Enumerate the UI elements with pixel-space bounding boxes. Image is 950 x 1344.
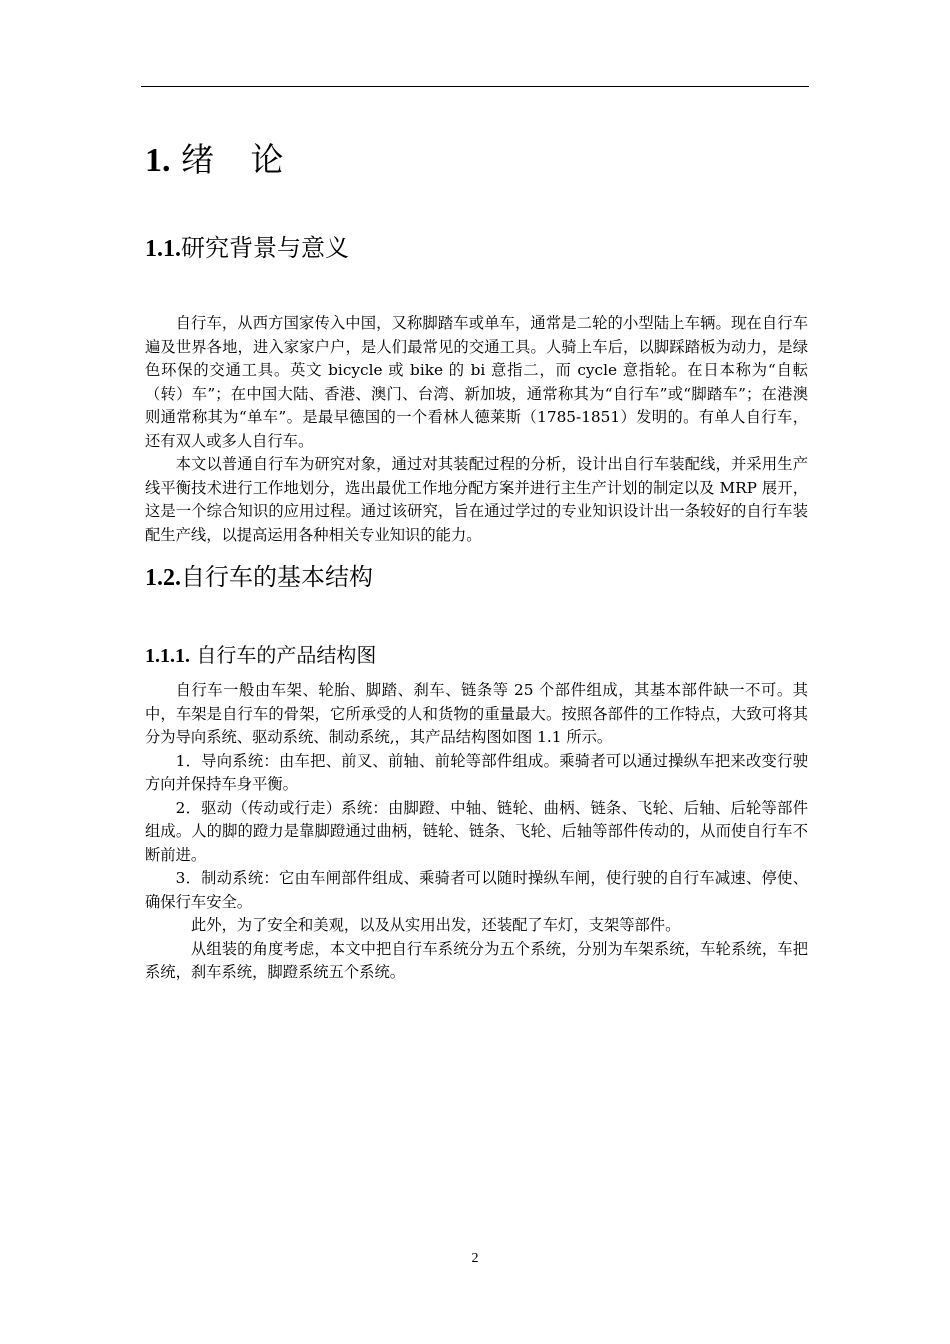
section-title: 研究背景与意义 [181,234,349,262]
page-number: 2 [471,1251,479,1266]
section-heading-1-2 [145,560,808,594]
paragraph: 此外，为了安全和美观，以及从实用出发，还装配了车灯，支架等部件。 [190,916,681,934]
chapter-heading [145,137,808,183]
paragraph: 本文以普通自行车为研究对象，通过对其装配过程的分析，设计出自行车装配线，并采用生产线平衡技术进行工作地划分，选出最优工作地分配方案并进行主生产计划的制定以及 MRP 展开，这是一个综合知识的应用过程。通过该研究，旨在通过学过的专业知识设计出一条较好的自行车装配生产线，以提高运用各种相关专业知识的能力。 [145,455,808,544]
subsection-title: 自行车的产品结构图 [196,643,377,667]
paragraph: 2．驱动（传动或行走）系统：由脚蹬、中轴、链轮、曲柄、链条、飞轮、后轴、后轮等部件组成。人的脚的蹬力是靠脚蹬通过曲柄，链轮、链条、飞轮、后轴等部件传动的，从而使自行车不断前进。 [145,798,808,864]
subsection-number: 1.1.1. [145,645,190,667]
subsection-heading [145,640,808,670]
paragraph: 从组装的角度考虑，本文中把自行车系统分为五个系统，分别为车架系统，车轮系统，车把系统，刹车系统，脚蹬系统五个系统。 [145,939,808,981]
paragraph: 1．导向系统：由车把、前叉、前轴、前轮等部件组成。乘骑者可以通过操纵车把来改变行驶方向并保持车身平衡。 [145,751,808,793]
header-rule [141,86,809,87]
section-heading-1-1 [145,231,808,265]
section-number: 1.1. [145,236,181,262]
paragraph: 自行车，从西方国家传入中国，又称脚踏车或单车，通常是二轮的小型陆上车辆。现在自行车遍及世界各地，进入家家户户，是人们最常见的交通工具。人骑上车后，以脚踩踏板为动力，是绿色环保的交通工具。英文 bicycle 或 bike 的 bi 意指二，而 cycle 意指轮。在日本称为“自転（转）车”；在中国大陆、香港、澳门、台湾、新加坡，通常称其为“自行车”或“脚踏车”；在港澳则通常称其为“单车”。是最早德国的一个看林人德莱斯（1785-1851）发明的。有单人自行车，还有双人或多人自行车。 [145,314,808,450]
chapter-title: 绪 论 [181,140,297,179]
section-number: 1.2. [145,565,181,591]
chapter-number: 1. [145,142,171,179]
page-content [145,137,808,985]
paragraph: 3．制动系统：它由车闸部件组成、乘骑者可以随时操纵车闸，使行驶的自行车减速、停使、确保行车安全。 [145,869,808,911]
paragraph: 自行车一般由车架、轮胎、脚踏、刹车、链条等 25 个部件组成，其基本部件缺一不可。其中，车架是自行车的骨架，它所承受的人和货物的重量最大。按照各部件的工作特点，大致可将其分为导向系统、驱动系统、制动系统,，其产品结构图如图 1.1 所示。 [145,681,808,746]
section-title: 自行车的基本结构 [181,563,373,591]
